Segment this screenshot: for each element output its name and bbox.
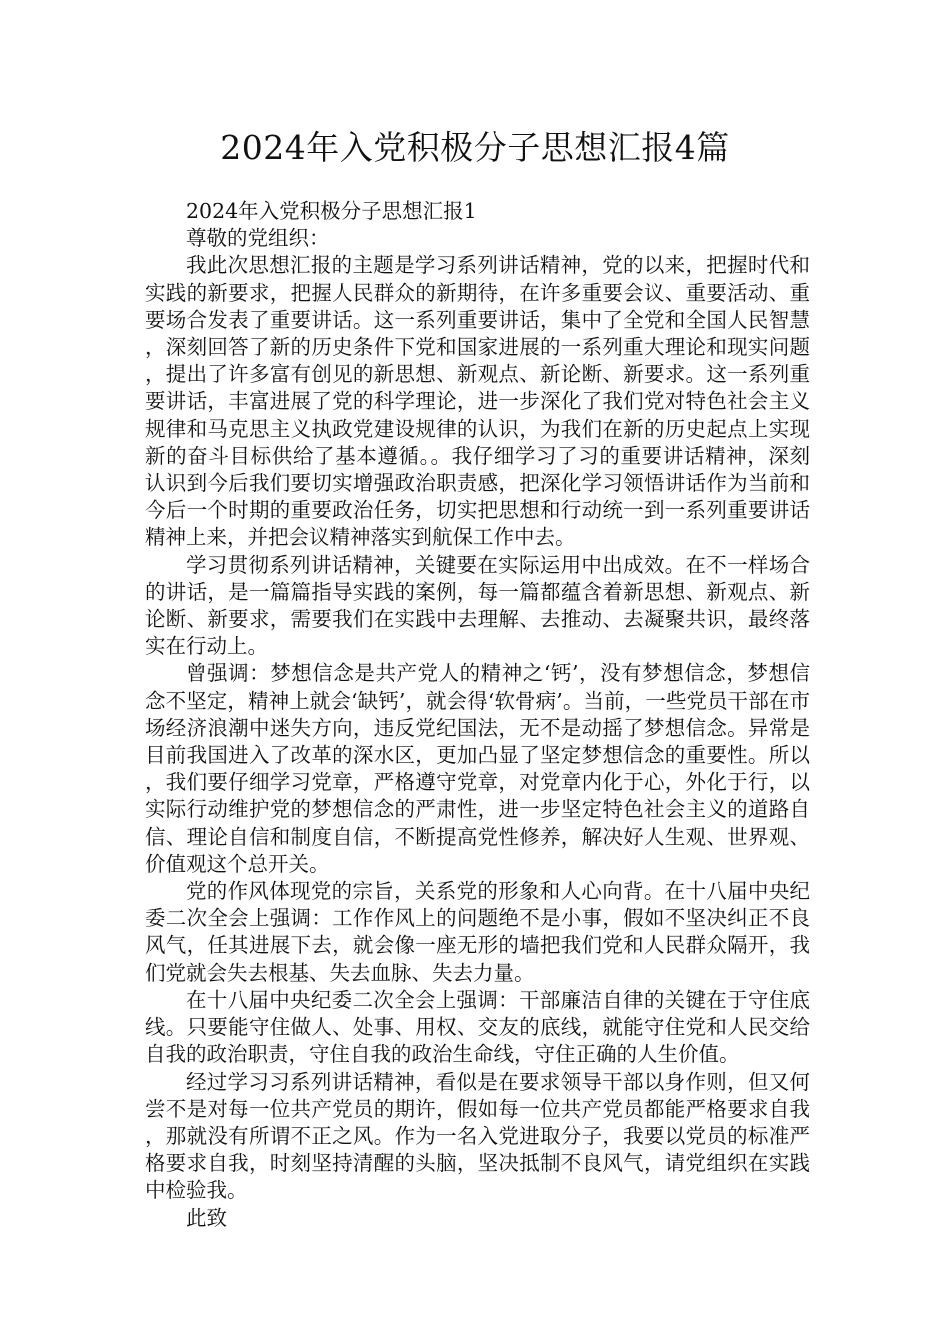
closing-line: 此致 <box>186 1205 227 1230</box>
body-paragraph: 我此次思想汇报的主题是学习系列讲话精神，党的以来，把握时代和实践的新要求，把握人民群众的新期待，在许多重要会议、重要活动、重要场合发表了重要讲话。这一系列重要讲话，集中了全党和全国人民智慧，深刻回答了新的历史条件下党和国家进展的一系列重大理论和现实问题，提出了许多富有创见的新思想、新观点、新论断、新要求。这一系列重要讲话，丰富进展了党的科学理论，进一步深化了我们党对特色社会主义规律和马克思主义执政党建设规律的认识，为我们在新的历史起点上实现新的奋斗目标供给了基本遵循。。我仔细学习了习的重要讲话精神，深刻认识到今后我们要切实增强政治职责感，把深化学习领悟讲话作为当前和今后一个时期的重要政治任务，切实把思想和行动统一到一系列重要讲话精神上来，并把会议精神落实到航保工作中去。 <box>145 253 810 550</box>
body-paragraph: 曾强调：梦想信念是共产党人的精神之‘钙’，没有梦想信念，梦想信念不坚定，精神上就会‘缺钙’，就会得‘软骨病’。当前，一些党员干部在市场经济浪潮中迷失方向，违反党纪国法，无不是动摇了梦想信念。异常是目前我国进入了改革的深水区，更加凸显了坚定梦想信念的重要性。所以，我们要仔细学习党章，严格遵守党章，对党章内化于心，外化于行，以实际行动维护党的梦想信念的严肃性，进一步坚定特色社会主义的道路自信、理论自信和制度自信，不断提高党性修养，解决好人生观、世界观、价值观这个总开关。 <box>145 661 810 876</box>
document-title: 2024年入党积极分子思想汇报4篇 <box>220 128 730 167</box>
body-paragraph: 在十八届中央纪委二次全会上强调：干部廉洁自律的关键在于守住底线。只要能守住做人、处事、用权、交友的底线，就能守住党和人民交给自我的政治职责，守住自我的政治生命线，守住正确的人生价值。 <box>145 987 810 1067</box>
body-paragraph: 经过学习习系列讲话精神，看似是在要求领导干部以身作则，但又何尝不是对每一位共产党员的期许，假如每一位共产党员都能严格要求自我，那就没有所谓不正之风。作为一名入党进取分子，我要以党员的标准严格要求自我，时刻坚持清醒的头脑，坚决抵制不良风气，请党组织在实践中检验我。 <box>145 1069 810 1203</box>
body-paragraph: 党的作风体现党的宗旨，关系党的形象和人心向背。在十八届中央纪委二次全会上强调：工作作风上的问题绝不是小事，假如不坚决纠正不良风气，任其进展下去，就会像一座无形的墙把我们党和人民群众隔开，我们党就会失去根基、失去血脉、失去力量。 <box>145 879 810 985</box>
salutation: 尊敬的党组织： <box>186 226 330 251</box>
body-paragraph: 学习贯彻系列讲话精神，关键要在实际运用中出成效。在不一样场合的讲话，是一篇篇指导实践的案例，每一篇都蕴含着新思想、新观点、新论断、新要求，需要我们在实践中去理解、去推动、去凝聚共识，最终落实在行动上。 <box>145 552 810 659</box>
section-heading: 2024年入党积极分子思想汇报1 <box>186 199 477 223</box>
document-body <box>145 198 810 1232</box>
